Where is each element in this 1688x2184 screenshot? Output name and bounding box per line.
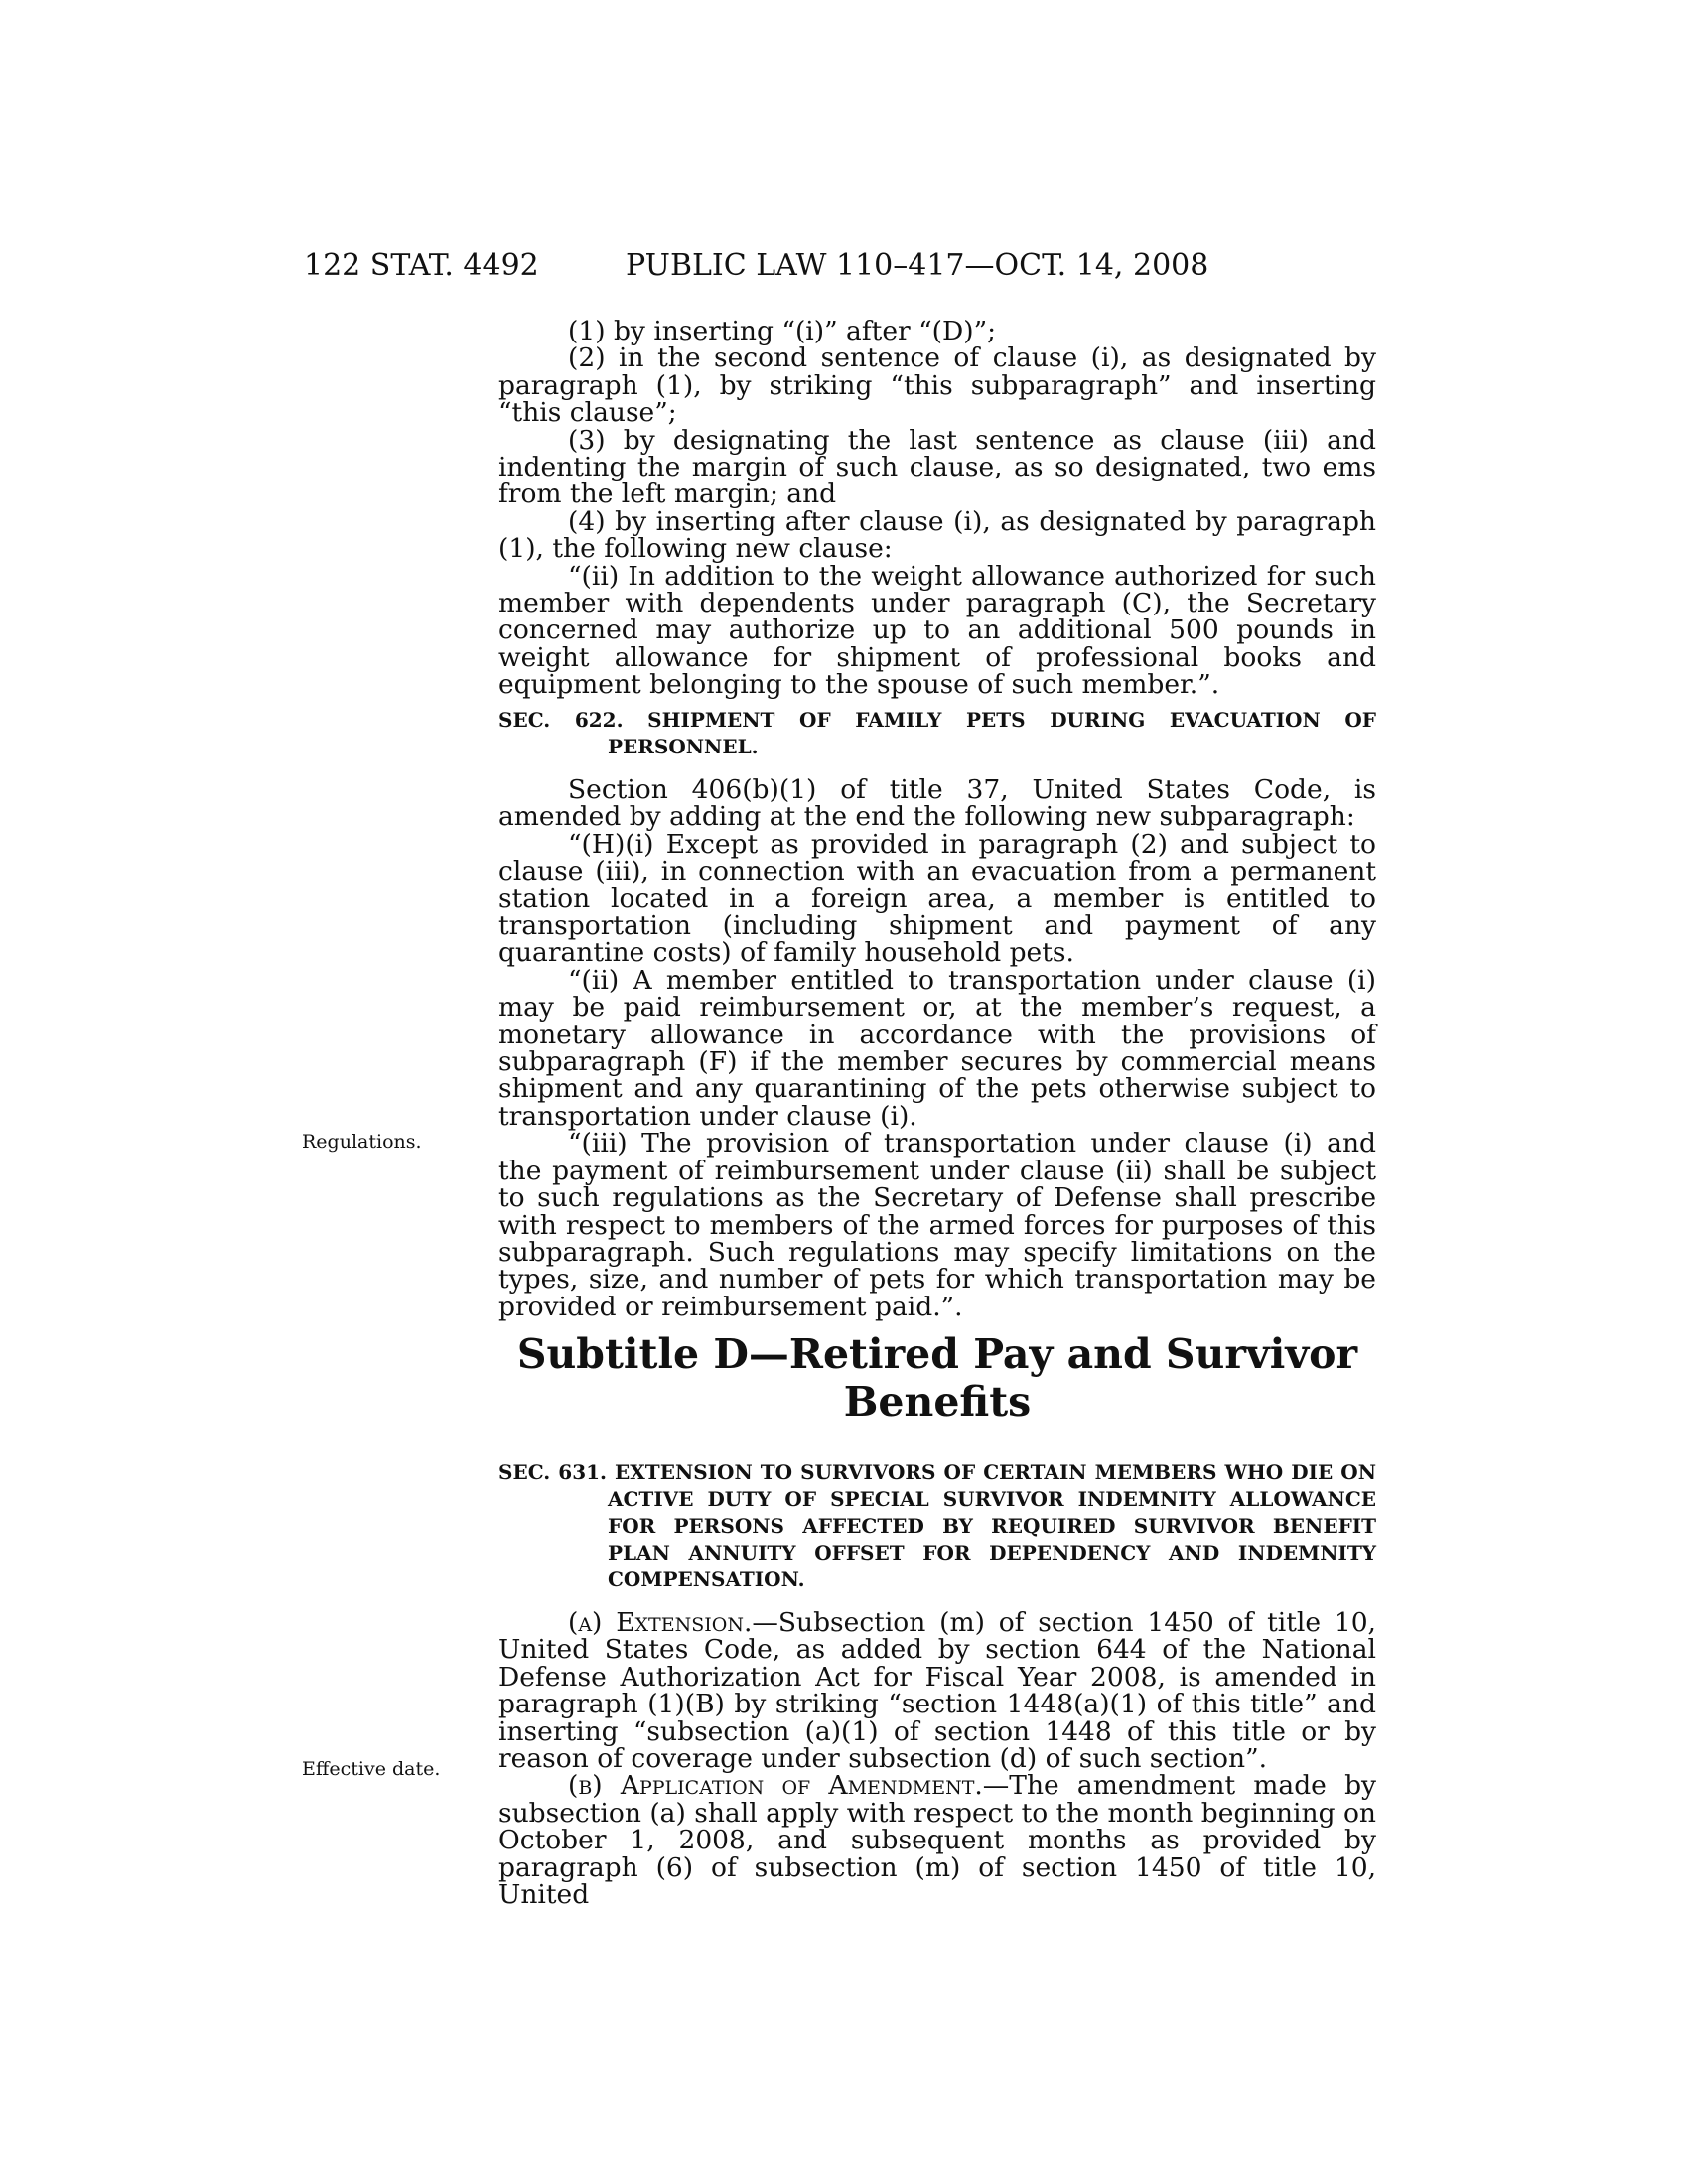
paragraph	[498, 1770, 1376, 1911]
paragraph: “(H)(i) Except as provided in paragraph (2) and subject to clause (iii), in connection with an evacuation from a permanent station located in a foreign area, a member is entitled to transportation (including shipment and payment of any quarantine costs) of family household pets.	[498, 828, 1376, 969]
paragraph: (4) by inserting after clause (i), as designated by paragraph (1), the following new clause:	[498, 505, 1376, 565]
margin-note-effective-date: Effective date.	[302, 1758, 441, 1780]
subsection-label: (b) Application of Amendment.	[568, 1770, 983, 1802]
paragraph: Section 406(b)(1) of title 37, United States Code, is amended by adding at the end the following new subparagraph:	[498, 774, 1376, 833]
subtitle-line: Benefits	[843, 1378, 1032, 1426]
subtitle-line: Subtitle D—Retired Pay and Survivor	[516, 1330, 1358, 1378]
page-stat-number: 122 STAT. 4492	[304, 248, 539, 283]
subsection-text: —The amendment made by subsection (a) shall apply with respect to the month beginning on October 1, 2008, and subsequent months as provided by paragraph (6) of subsection (m) of section 1450 of title 10, United	[498, 1770, 1376, 1911]
subsection-text: —Subsection (m) of section 1450 of title 10, United States Code, as added by section 644 of the National Defense Authorization Act for Fiscal Year 2008, is amended in paragraph (1)(B) by striking “section 1448(a)(1) of this title” and inserting “subsection (a)(1) of section 1448 of this title or by reason of coverage under subsection (d) of such section”.	[498, 1607, 1376, 1775]
subtitle-heading	[498, 1330, 1376, 1426]
section-heading: SEC. 631. EXTENSION TO SURVIVORS OF CERTAIN MEMBERS WHO DIE ON ACTIVE DUTY OF SPECIAL SURVIVOR INDEMNITY ALLOWANCE FOR PERSONS AFFECTED BY REQUIRED SURVIVOR BENEFIT PLAN ANNUITY OFFSET FOR DEPENDENCY AND INDEMNITY COMPENSATION.	[498, 1460, 1376, 1591]
paragraph: (1) by inserting “(i)” after “(D)”;	[568, 316, 997, 346]
quoted-clause: “(ii) In addition to the weight allowance authorized for such member with dependents under paragraph (C), the Secretary concerned may authorize up to an additional 500 pounds in weight allowance for shipment of professional books and equipment belonging to the spouse of such member.”.	[498, 560, 1376, 701]
paragraph	[498, 1607, 1376, 1775]
subsection-label: (a) Extension.	[568, 1607, 753, 1638]
section-631	[498, 1459, 1376, 1911]
paragraph: “(iii) The provision of transportation under clause (i) and the payment of reimbursement under clause (ii) shall be subject to such regulations as the Secretary of Defense shall prescribe with respect to members of the armed forces for purposes of this subparagraph. Such regulations may specify limitations on the types, size, and number of pets for which transportation may be provided or reimbursement paid.”.	[498, 1128, 1376, 1322]
paragraph: (2) in the second sentence of clause (i), as designated by paragraph (1), by striking “this subparagraph” and inserting “this clause”;	[498, 342, 1376, 429]
amendment-block	[498, 318, 1376, 699]
section-heading: SEC. 622. SHIPMENT OF FAMILY PETS DURING EVACUATION OF PERSONNEL.	[498, 708, 1376, 758]
section-622	[498, 707, 1376, 1320]
margin-note-regulations: Regulations.	[302, 1131, 422, 1153]
running-header: PUBLIC LAW 110–417—OCT. 14, 2008	[626, 248, 1209, 283]
paragraph: “(ii) A member entitled to transportation under clause (i) may be paid reimbursement or, at the member’s request, a monetary allowance in accordance with the provisions of subparagraph (F) if the member secures by commercial means shipment and any quarantining of the pets otherwise subject to transportation under clause (i).	[498, 964, 1376, 1132]
paragraph: (3) by designating the last sentence as clause (iii) and indenting the margin of such clause, as so designated, two ems from the left margin; and	[498, 424, 1376, 510]
